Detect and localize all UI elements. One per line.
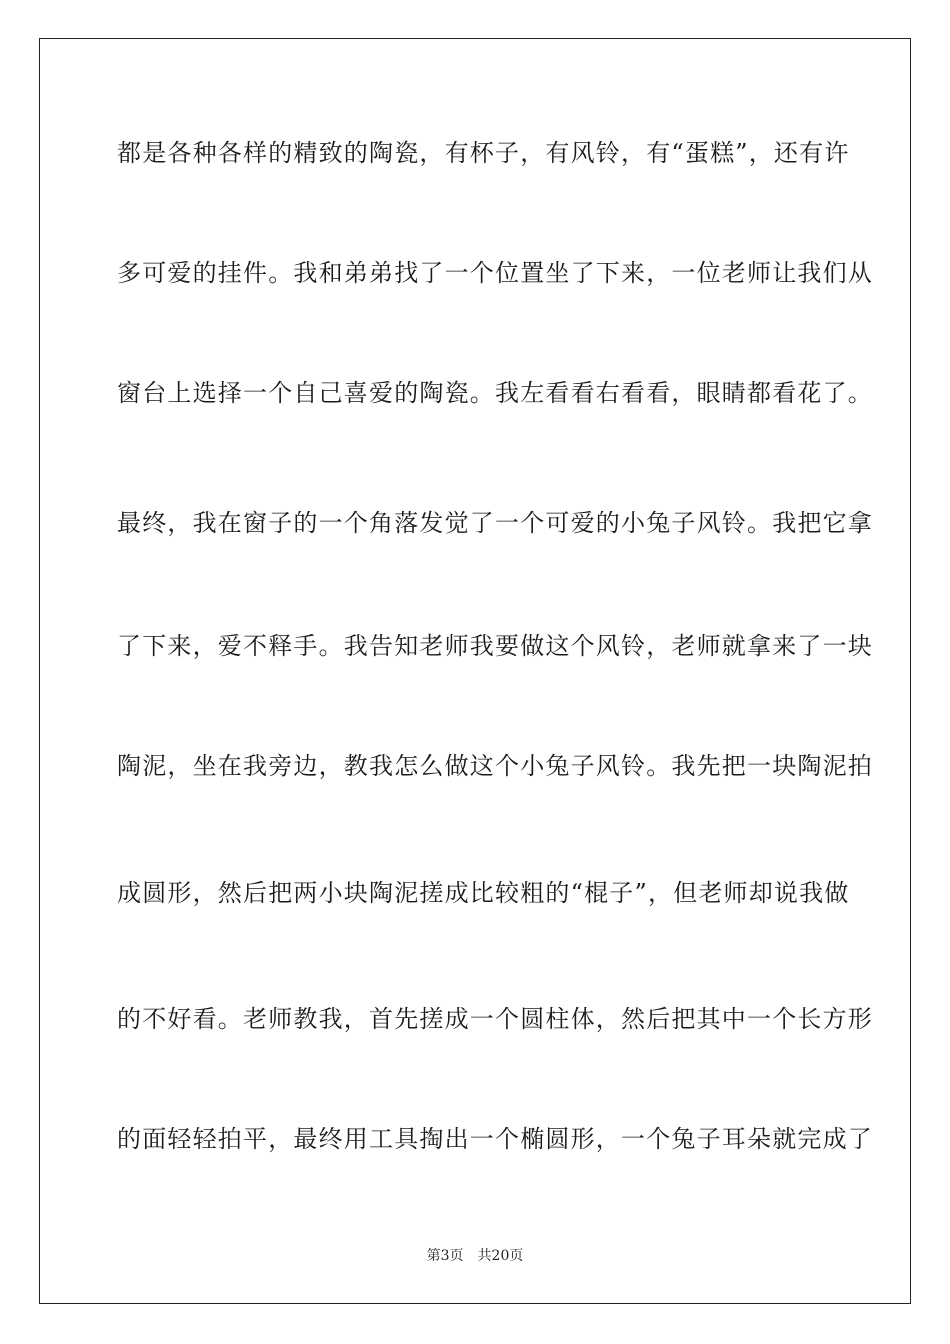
- page-footer: [0, 1247, 950, 1265]
- body-text-line: 了下来，爱不释手。我告知老师我要做这个风铃，老师就拿来了一块: [117, 632, 873, 660]
- body-text-line: 最终，我在窗子的一个角落发觉了一个可爱的小兔子风铃。我把它拿: [117, 509, 873, 537]
- body-text-line: 成圆形，然后把两小块陶泥搓成比较粗的“棍子”，但老师却说我做: [117, 879, 850, 907]
- total-pages: 共20页: [477, 1248, 524, 1264]
- body-text-line: 陶泥，坐在我旁边，教我怎么做这个小兔子风铃。我先把一块陶泥拍: [117, 752, 873, 780]
- page-border: [39, 38, 911, 1304]
- body-text-line: 的面轻轻拍平，最终用工具掏出一个椭圆形，一个兔子耳朵就完成了: [117, 1125, 873, 1153]
- page-number: 第3页: [426, 1248, 464, 1264]
- body-text-line: 窗台上选择一个自己喜爱的陶瓷。我左看看右看看，眼睛都看花了。: [117, 379, 873, 407]
- body-text-line: 都是各种各样的精致的陶瓷，有杯子，有风铃，有“蛋糕”，还有许: [117, 139, 850, 167]
- body-text-line: 多可爱的挂件。我和弟弟找了一个位置坐了下来，一位老师让我们从: [117, 259, 873, 287]
- body-text-line: 的不好看。老师教我，首先搓成一个圆柱体，然后把其中一个长方形: [117, 1005, 873, 1033]
